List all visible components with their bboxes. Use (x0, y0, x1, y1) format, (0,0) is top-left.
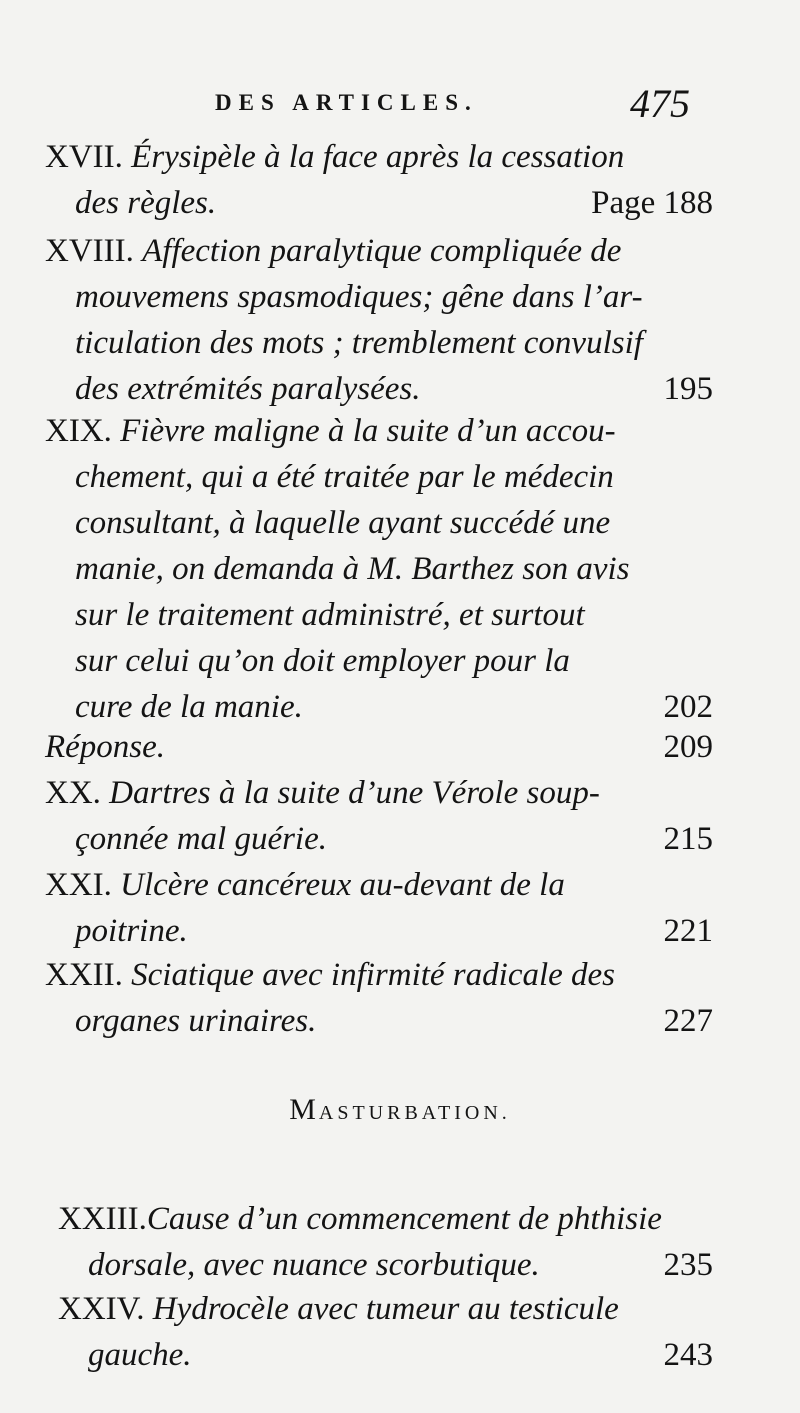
toc-line (45, 320, 713, 366)
entry-number: XXI. (45, 867, 112, 903)
toc-entry (45, 134, 713, 226)
entry-title-line: Érysipèle à la face après la cessation (131, 139, 625, 175)
running-head: DES ARTICLES. (215, 90, 478, 115)
toc-line (45, 274, 713, 320)
toc-entry (58, 1196, 713, 1288)
toc-entry (45, 770, 713, 862)
entry-title-line: gauche. (88, 1337, 192, 1373)
toc-line (45, 816, 713, 862)
toc-line (45, 134, 713, 180)
entry-title-line: consultant, à laquelle ayant succédé une (75, 505, 611, 541)
entry-page-ref: 195 (663, 371, 713, 407)
section-heading (0, 1093, 800, 1127)
toc-line (45, 454, 713, 500)
entry-number: XXIII. (58, 1201, 147, 1237)
toc-entry (45, 952, 713, 1044)
page-number: 475 (630, 81, 690, 126)
toc-line (58, 1242, 713, 1288)
toc-line (45, 952, 713, 998)
entry-title-line: poitrine. (75, 913, 188, 949)
entry-title-line: çonnée mal guérie. (75, 821, 327, 857)
toc-line (45, 228, 713, 274)
toc-entry (45, 408, 713, 730)
toc-line (45, 500, 713, 546)
entry-title-line: Sciatique avec infirmité radicale des (131, 957, 616, 993)
section-heading-initial: M (289, 1093, 319, 1126)
entry-page-ref: 221 (663, 913, 713, 949)
entry-page-ref: 243 (663, 1337, 713, 1373)
entry-page-ref: 235 (663, 1247, 713, 1283)
entry-title-line: Ulcère cancéreux au-devant de la (120, 867, 565, 903)
entry-number: XX. (45, 775, 101, 811)
toc-line (45, 638, 713, 684)
entry-number: XIX. (45, 413, 112, 449)
entry-title-line: Cause d’un commencement de phthisie (146, 1201, 662, 1237)
toc-line (45, 546, 713, 592)
toc-entry (58, 1286, 713, 1378)
entry-title-line: sur celui qu’on doit employer pour la (75, 643, 570, 679)
toc-line (45, 366, 713, 412)
toc-line (45, 908, 713, 954)
section-heading-rest: ASTURBATION. (318, 1102, 511, 1124)
toc-line (45, 862, 713, 908)
entry-title-line: Fièvre maligne à la suite d’un accou- (120, 413, 616, 449)
toc-entry (45, 724, 713, 770)
entry-page-ref: Page 188 (591, 185, 713, 221)
toc-entry (45, 862, 713, 954)
entry-title-line: Dartres à la suite d’une Vérole soup- (109, 775, 600, 811)
entry-number: XXII. (45, 957, 123, 993)
toc-line (58, 1286, 713, 1332)
entry-title-line: sur le traitement administré, et surtout (75, 597, 585, 633)
entry-page-ref: 209 (663, 729, 713, 765)
entry-number: XVIII. (45, 233, 134, 269)
toc-line (45, 592, 713, 638)
toc-line (45, 408, 713, 454)
entry-page-ref: 202 (663, 689, 713, 725)
entry-page-ref: 215 (663, 821, 713, 857)
entry-title-line: Réponse. (45, 729, 166, 765)
entry-title-line: des règles. (75, 185, 217, 221)
entry-title-line: mouvemens spasmodiques; gêne dans l’ar- (75, 279, 643, 315)
entry-title-line: chement, qui a été traitée par le médecin (75, 459, 614, 495)
entry-title-line: des extrémités paralysées. (75, 371, 421, 407)
entry-number: XXIV. (58, 1291, 145, 1327)
entry-title-line: Hydrocèle avec tumeur au testicule (152, 1291, 619, 1327)
page-header (0, 80, 800, 130)
entry-title-line: cure de la manie. (75, 689, 303, 725)
entry-number: XVII. (45, 139, 123, 175)
entry-title-line: ticulation des mots ; tremblement convulsif (75, 325, 643, 361)
toc-line (45, 770, 713, 816)
entry-title-line: organes urinaires. (75, 1003, 317, 1039)
entry-title-line: dorsale, avec nuance scorbutique. (88, 1247, 540, 1283)
toc-line (45, 724, 713, 770)
toc-line (58, 1196, 713, 1242)
toc-line (45, 998, 713, 1044)
entry-title-line: Affection paralytique compliquée de (142, 233, 622, 269)
toc-entry (45, 228, 713, 412)
entry-title-line: manie, on demanda à M. Barthez son avis (75, 551, 630, 587)
entry-page-ref: 227 (663, 1003, 713, 1039)
toc-line (45, 180, 713, 226)
toc-line (58, 1332, 713, 1378)
